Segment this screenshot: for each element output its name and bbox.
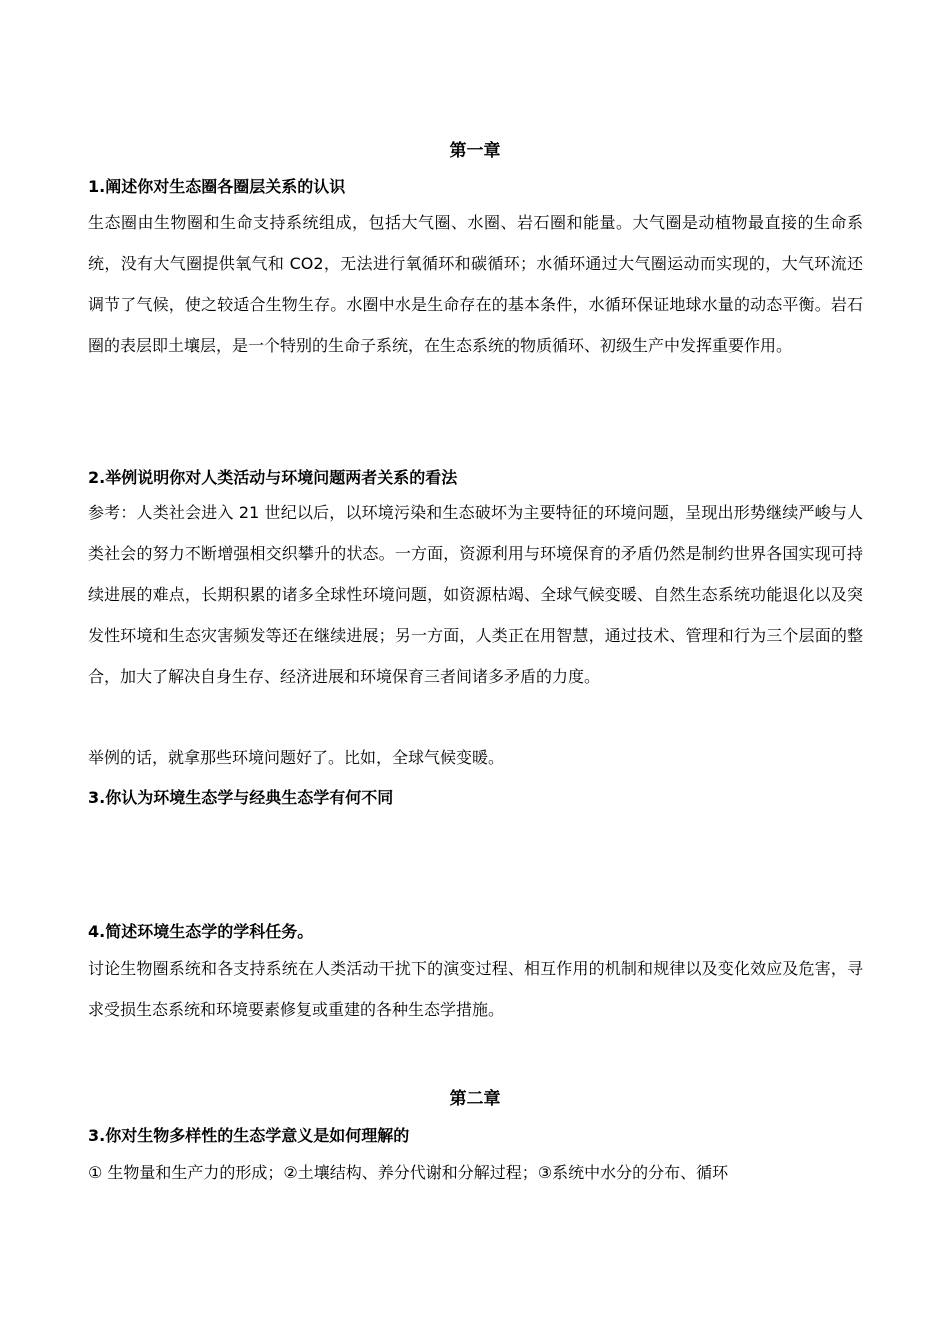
question-heading: 3.你认为环境生态学与经典生态学有何不同 — [88, 788, 394, 807]
question-heading: 2.举例说明你对人类活动与环境问题两者关系的看法 — [88, 468, 458, 487]
chapter-title: 第二章 — [449, 1089, 501, 1109]
chapter-title: 第一章 — [449, 141, 501, 161]
answer-paragraph: 生态圈由生物圈和生命支持系统组成，包括大气圈、水圈、岩石圈和能量。大气圈是动植物最直接的生命系统，没有大气圈提供氧气和 CO2，无法进行氧循环和碳循环；水循环通过大气圈运动而实现的，大气环流还调节了气候，使之较适合生物生存。水圈中水是生命存在的基本条件，水循环保证地球水量的动态平衡。岩石圈的表层即土壤层，是一个特别的生命子系统，在生态系统的物质循环、初级生产中发挥重要作用。 — [88, 213, 863, 355]
answer-paragraph: ① 生物量和生产力的形成；②土壤结构、养分代谢和分解过程；③系统中水分的分布、循环 — [88, 1163, 729, 1182]
question-heading: 1.阐述你对生态圈各圈层关系的认识 — [88, 177, 346, 196]
answer-paragraph: 讨论生物圈系统和各支持系统在人类活动干扰下的演变过程、相互作用的机制和规律以及变化效应及危害，寻求受损生态系统和环境要素修复或重建的各种生态学措施。 — [88, 959, 863, 1019]
answer-paragraph: 参考：人类社会进入 21 世纪以后，以环境污染和生态破坏为主要特征的环境问题，呈现出形势继续严峻与人类社会的努力不断增强相交织攀升的状态。一方面，资源利用与环境保育的矛盾仍然是制约世界各国实现可持续进展的难点，长期积累的诸多全球性环境问题，如资源枯竭、全球气候变暖、自然生态系统功能退化以及突发性环境和生态灾害频发等还在继续进展；另一方面，人类正在用智慧，通过技术、管理和行为三个层面的整合，加大了解决自身生存、经济进展和环境保育三者间诸多矛盾的力度。 — [88, 503, 863, 686]
answer-extra-line: 举例的话，就拿那些环境问题好了。比如，全球气候变暖。 — [88, 748, 505, 767]
question-heading: 3.你对生物多样性的生态学意义是如何理解的 — [88, 1126, 410, 1145]
question-heading: 4.简述环境生态学的学科任务。 — [88, 922, 314, 941]
